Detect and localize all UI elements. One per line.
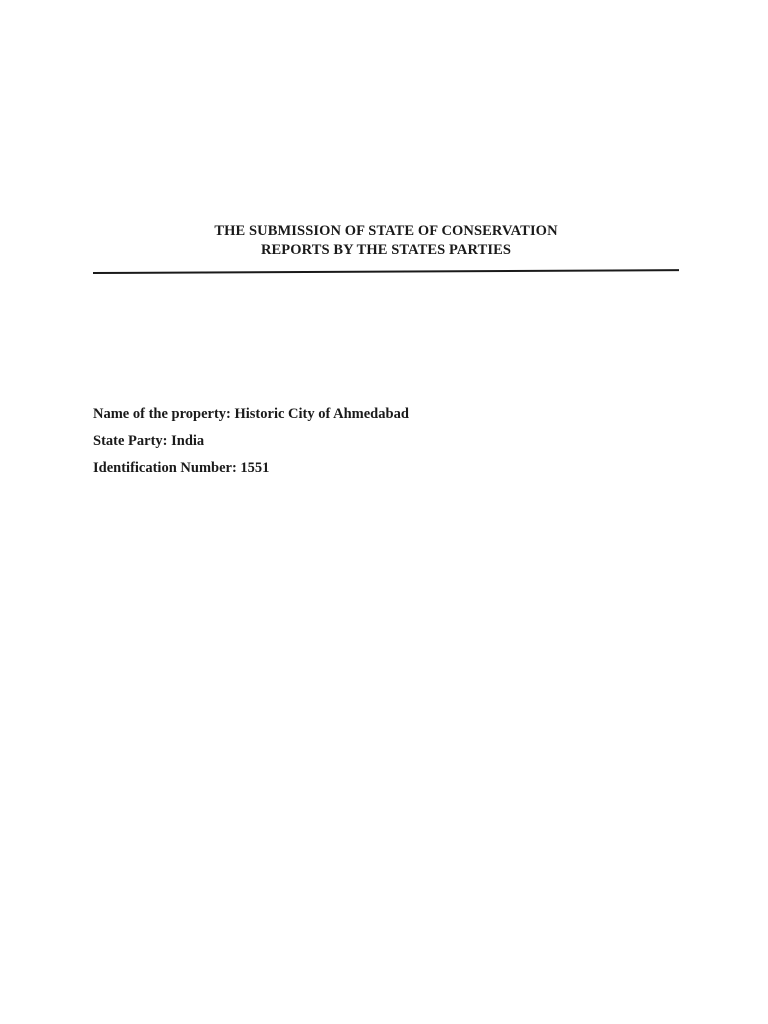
document-title (93, 222, 679, 260)
state-party: State Party: India (93, 433, 205, 449)
title-line-1: THE SUBMISSION OF STATE OF CONSERVATION (214, 223, 558, 239)
property-name: Name of the property: Historic City of Ahmedabad (93, 406, 409, 422)
identification-number: Identification Number: 1551 (93, 460, 270, 476)
title-line-2: REPORTS BY THE STATES PARTIES (260, 242, 512, 258)
title-divider (93, 269, 679, 274)
property-details (93, 405, 679, 486)
